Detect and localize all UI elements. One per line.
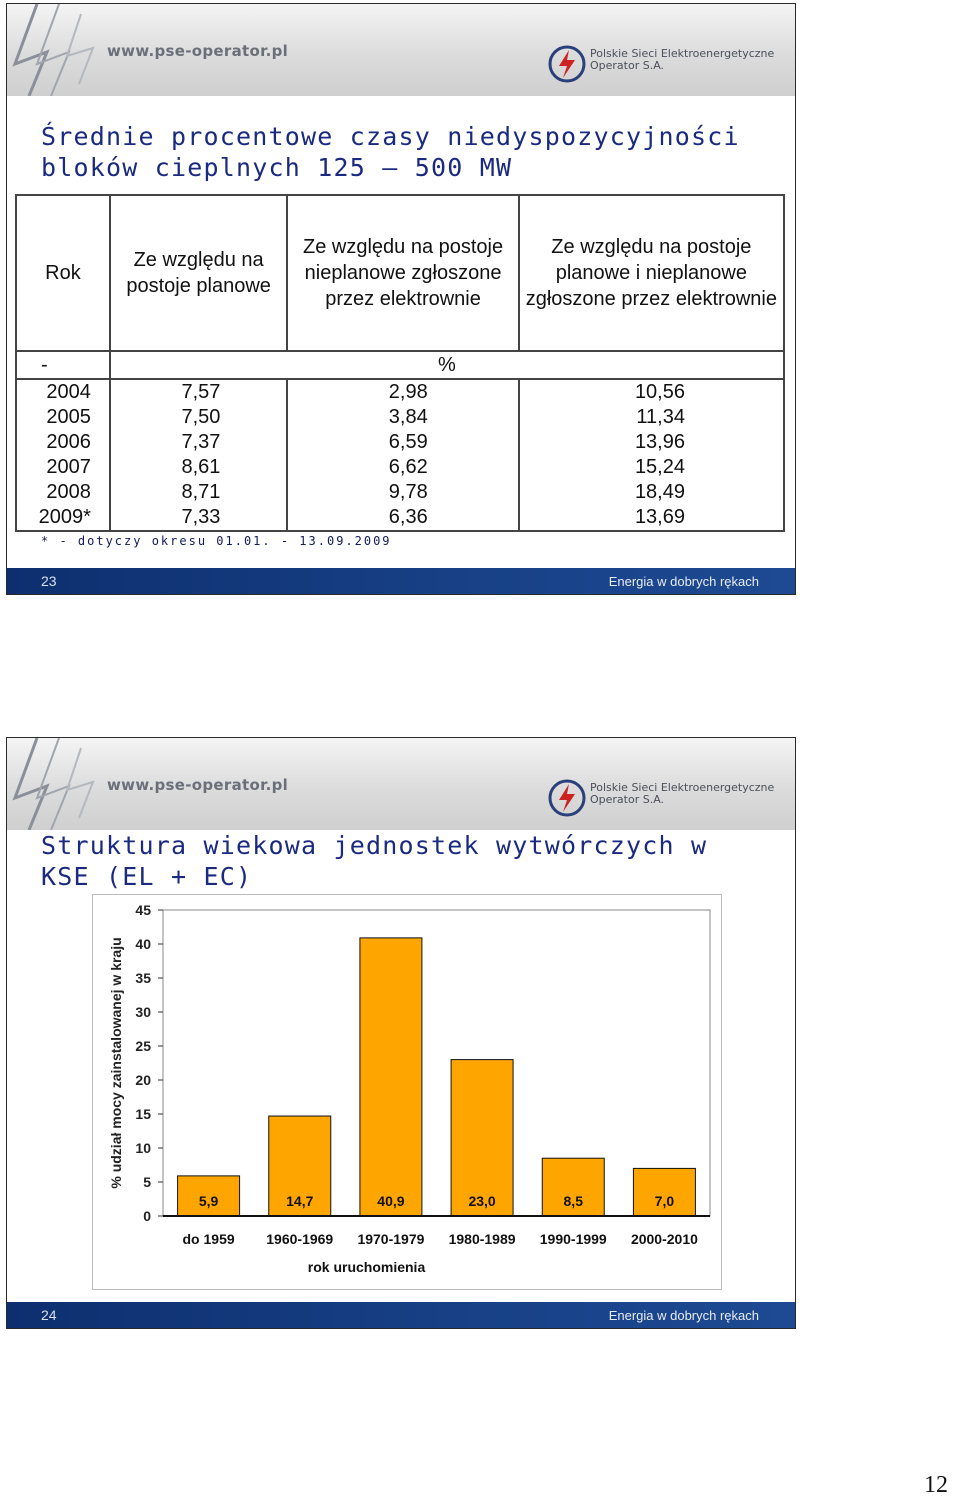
cell-unplanned: 3,84 — [287, 405, 518, 430]
cell-year: 2007 — [16, 455, 110, 480]
unit-percent: % — [110, 351, 784, 379]
cell-total: 18,49 — [519, 480, 784, 505]
x-tick-label: do 1959 — [182, 1231, 235, 1247]
table-row — [16, 430, 784, 455]
slide-title-line2: bloków cieplnych 125 – 500 MW — [41, 153, 513, 182]
company-name-line2: Operator S.A. — [590, 59, 665, 72]
x-tick-label: 1990-1999 — [539, 1231, 607, 1247]
table-row — [16, 505, 784, 531]
slide-title — [41, 830, 707, 892]
footer-tagline: Energia w dobrych rękach — [608, 1308, 759, 1323]
cell-unplanned: 6,36 — [287, 505, 518, 531]
company-name-line1: Polskie Sieci Elektroenergetyczne — [590, 47, 775, 60]
cell-unplanned: 2,98 — [287, 379, 518, 405]
slide-header-banner — [7, 4, 795, 96]
footer-tagline: Energia w dobrych rękach — [608, 574, 759, 589]
cell-planned: 8,61 — [110, 455, 288, 480]
slide-header-banner — [7, 738, 795, 830]
cell-planned: 8,71 — [110, 480, 288, 505]
cell-total: 10,56 — [519, 379, 784, 405]
cell-unplanned: 9,78 — [287, 480, 518, 505]
pse-logo-icon — [547, 44, 587, 84]
data-label: 23,0 — [468, 1193, 496, 1209]
cell-unplanned: 6,62 — [287, 455, 518, 480]
unavailability-table — [15, 194, 785, 532]
pse-banner-logo-icon — [7, 738, 117, 830]
slide-title-line1: Średnie procentowe czasy niedyspozycyjności — [41, 122, 740, 151]
x-tick-label: 1960-1969 — [266, 1231, 334, 1247]
slide-number: 23 — [41, 573, 57, 589]
cell-year: 2004 — [16, 379, 110, 405]
cell-unplanned: 6,59 — [287, 430, 518, 455]
table-row — [16, 379, 784, 405]
table-unit-row — [16, 351, 784, 379]
slide-footer — [7, 568, 795, 594]
y-tick-label: 30 — [135, 1004, 151, 1020]
company-name — [590, 48, 780, 72]
column-header-total: Ze względu na postoje planowe i nieplanowe zgłoszone przez elektrownie — [519, 195, 784, 351]
data-label: 40,9 — [377, 1193, 405, 1209]
unit-year: - — [16, 351, 110, 379]
cell-planned: 7,37 — [110, 430, 288, 455]
cell-year: 2008 — [16, 480, 110, 505]
slide-title-line1: Struktura wiekowa jednostek wytwórczych w — [41, 831, 708, 860]
plot-area — [163, 910, 710, 1216]
cell-year: 2006 — [16, 430, 110, 455]
website-url: www.pse-operator.pl — [107, 42, 289, 60]
x-tick-label: 1980-1989 — [448, 1231, 516, 1247]
data-label: 8,5 — [563, 1193, 583, 1209]
table-header-row — [16, 195, 784, 351]
cell-total: 15,24 — [519, 455, 784, 480]
table-row — [16, 480, 784, 505]
table-row — [16, 455, 784, 480]
column-header-planned: Ze względu na postoje planowe — [110, 195, 288, 351]
x-tick-label: 1970-1979 — [357, 1231, 425, 1247]
page-number: 12 — [924, 1472, 948, 1498]
slide-title — [41, 121, 740, 183]
y-tick-label: 5 — [143, 1174, 151, 1190]
pse-logo-icon — [547, 778, 587, 818]
y-tick-label: 45 — [135, 902, 151, 918]
slide-title-line2: KSE (EL + EC) — [41, 862, 253, 891]
website-url: www.pse-operator.pl — [107, 776, 289, 794]
cell-year: 2009* — [16, 505, 110, 531]
data-label: 7,0 — [654, 1193, 675, 1209]
y-tick-label: 25 — [135, 1038, 151, 1054]
data-label: 14,7 — [286, 1193, 314, 1209]
cell-planned: 7,33 — [110, 505, 288, 531]
company-name-line2: Operator S.A. — [590, 793, 665, 806]
bar — [360, 938, 422, 1216]
slide-23 — [6, 3, 796, 595]
column-header-year: Rok — [16, 195, 110, 351]
y-tick-label: 40 — [135, 936, 151, 952]
pse-banner-logo-icon — [7, 4, 117, 96]
data-label: 5,9 — [198, 1193, 219, 1209]
age-structure-bar-chart — [93, 895, 721, 1289]
slide-number: 24 — [41, 1307, 57, 1323]
company-name — [590, 782, 780, 806]
company-name-line1: Polskie Sieci Elektroenergetyczne — [590, 781, 775, 794]
x-tick-label: 2000-2010 — [630, 1231, 698, 1247]
slide-24 — [6, 737, 796, 1329]
y-tick-label: 35 — [135, 970, 151, 986]
cell-planned: 7,57 — [110, 379, 288, 405]
y-tick-label: 20 — [135, 1072, 151, 1088]
x-axis-label: rok uruchomienia — [307, 1259, 426, 1275]
y-tick-label: 15 — [135, 1106, 151, 1122]
footnote: * - dotyczy okresu 01.01. - 13.09.2009 — [41, 534, 392, 548]
y-tick-label: 0 — [143, 1208, 151, 1224]
cell-total: 11,34 — [519, 405, 784, 430]
cell-planned: 7,50 — [110, 405, 288, 430]
cell-year: 2005 — [16, 405, 110, 430]
cell-total: 13,69 — [519, 505, 784, 531]
table-row — [16, 405, 784, 430]
column-header-unplanned: Ze względu na postoje nieplanowe zgłoszone przez elektrownie — [287, 195, 518, 351]
chart-frame — [92, 894, 722, 1290]
cell-total: 13,96 — [519, 430, 784, 455]
y-tick-label: 10 — [135, 1140, 151, 1156]
slide-footer — [7, 1302, 795, 1328]
y-axis-label: % udział mocy zainstalowanej w kraju — [108, 937, 124, 1189]
